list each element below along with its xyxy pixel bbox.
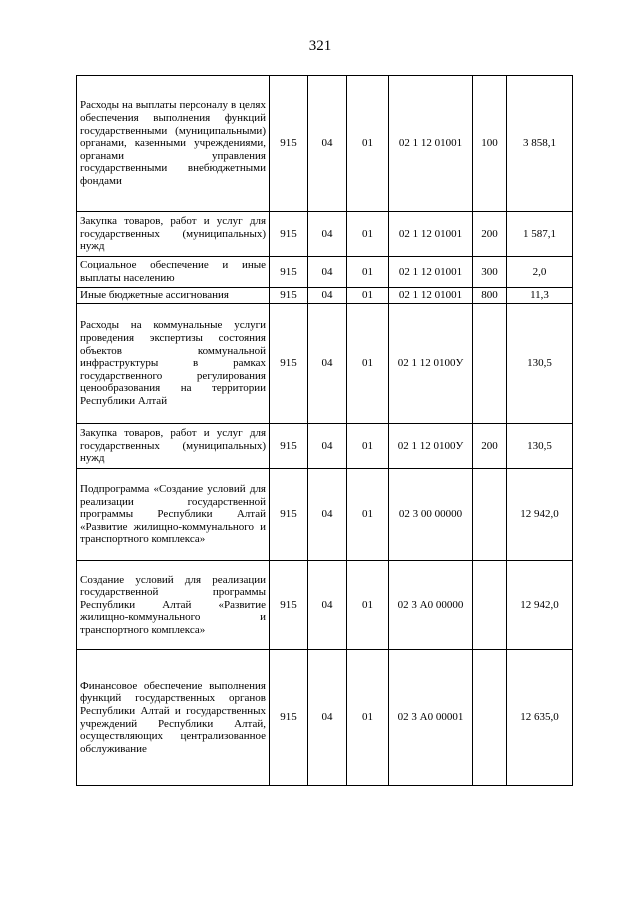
row-amount: 2,0: [507, 257, 573, 288]
row-section: 04: [308, 288, 347, 304]
row-grbs: 915: [270, 288, 308, 304]
row-grbs: 915: [270, 257, 308, 288]
table-row: [77, 650, 573, 786]
row-subsection: 01: [347, 561, 389, 650]
row-target-article: 02 3 А0 00001: [389, 650, 473, 786]
table-row: [77, 561, 573, 650]
row-expense-type: 100: [473, 76, 507, 212]
row-expense-type: 200: [473, 212, 507, 257]
row-name: Финансовое обеспечение выполнения функций государственных органов Республики Алтай и государственных учреждений Республики Алтай, осуществляющих централизованное обслуживание: [77, 650, 270, 786]
row-expense-type: [473, 650, 507, 786]
row-name: Расходы на коммунальные услуги проведения экспертизы состояния объектов коммунальной инфраструктуры в рамках государственного регулирования ценообразования на территории Республики Алтай: [77, 304, 270, 424]
row-expense-type: [473, 304, 507, 424]
row-grbs: 915: [270, 212, 308, 257]
row-section: 04: [308, 424, 347, 469]
row-grbs: 915: [270, 76, 308, 212]
row-amount: 12 942,0: [507, 561, 573, 650]
row-grbs: 915: [270, 469, 308, 561]
row-subsection: 01: [347, 469, 389, 561]
row-section: 04: [308, 304, 347, 424]
table-row: [77, 469, 573, 561]
row-expense-type: [473, 561, 507, 650]
row-grbs: 915: [270, 650, 308, 786]
row-section: 04: [308, 257, 347, 288]
row-section: 04: [308, 561, 347, 650]
row-amount: 11,3: [507, 288, 573, 304]
table-row: [77, 304, 573, 424]
row-name: Создание условий для реализации государственной программы Республики Алтай «Развитие жилищно-коммунального и транспортного комплекса»: [77, 561, 270, 650]
row-expense-type: 200: [473, 424, 507, 469]
row-target-article: 02 3 А0 00000: [389, 561, 473, 650]
row-section: 04: [308, 469, 347, 561]
table-row: [77, 288, 573, 304]
row-expense-type: 300: [473, 257, 507, 288]
row-name: Закупка товаров, работ и услуг для государственных (муниципальных) нужд: [77, 424, 270, 469]
row-subsection: 01: [347, 76, 389, 212]
row-name: Подпрограмма «Создание условий для реализации государственной программы Республики Алтай «Развитие жилищно-коммунального и транспортного комплекса»: [77, 469, 270, 561]
row-name: Иные бюджетные ассигнования: [77, 288, 270, 304]
row-grbs: 915: [270, 561, 308, 650]
row-expense-type: 800: [473, 288, 507, 304]
row-grbs: 915: [270, 304, 308, 424]
row-subsection: 01: [347, 257, 389, 288]
row-subsection: 01: [347, 650, 389, 786]
row-amount: 130,5: [507, 304, 573, 424]
row-name: Расходы на выплаты персоналу в целях обеспечения выполнения функций государственными (муниципальными) органами, казенными учреждениями, органами управления государственными внебюджетными фондами: [77, 76, 270, 212]
row-section: 04: [308, 76, 347, 212]
row-section: 04: [308, 650, 347, 786]
budget-table: [76, 75, 573, 786]
row-target-article: 02 1 12 01001: [389, 257, 473, 288]
row-subsection: 01: [347, 424, 389, 469]
table-row: [77, 257, 573, 288]
row-amount: 1 587,1: [507, 212, 573, 257]
row-target-article: 02 1 12 01001: [389, 212, 473, 257]
row-subsection: 01: [347, 288, 389, 304]
budget-table-body: [77, 76, 573, 786]
table-row: [77, 76, 573, 212]
row-name: Социальное обеспечение и иные выплаты населению: [77, 257, 270, 288]
page-number: 321: [308, 38, 332, 54]
row-target-article: 02 1 12 0100У: [389, 424, 473, 469]
row-target-article: 02 1 12 01001: [389, 288, 473, 304]
row-subsection: 01: [347, 304, 389, 424]
row-amount: 12 942,0: [507, 469, 573, 561]
row-subsection: 01: [347, 212, 389, 257]
table-row: [77, 424, 573, 469]
row-section: 04: [308, 212, 347, 257]
row-amount: 3 858,1: [507, 76, 573, 212]
row-grbs: 915: [270, 424, 308, 469]
row-amount: 12 635,0: [507, 650, 573, 786]
row-name: Закупка товаров, работ и услуг для государственных (муниципальных) нужд: [77, 212, 270, 257]
row-target-article: 02 3 00 00000: [389, 469, 473, 561]
row-target-article: 02 1 12 0100У: [389, 304, 473, 424]
row-amount: 130,5: [507, 424, 573, 469]
row-expense-type: [473, 469, 507, 561]
table-row: [77, 212, 573, 257]
row-target-article: 02 1 12 01001: [389, 76, 473, 212]
